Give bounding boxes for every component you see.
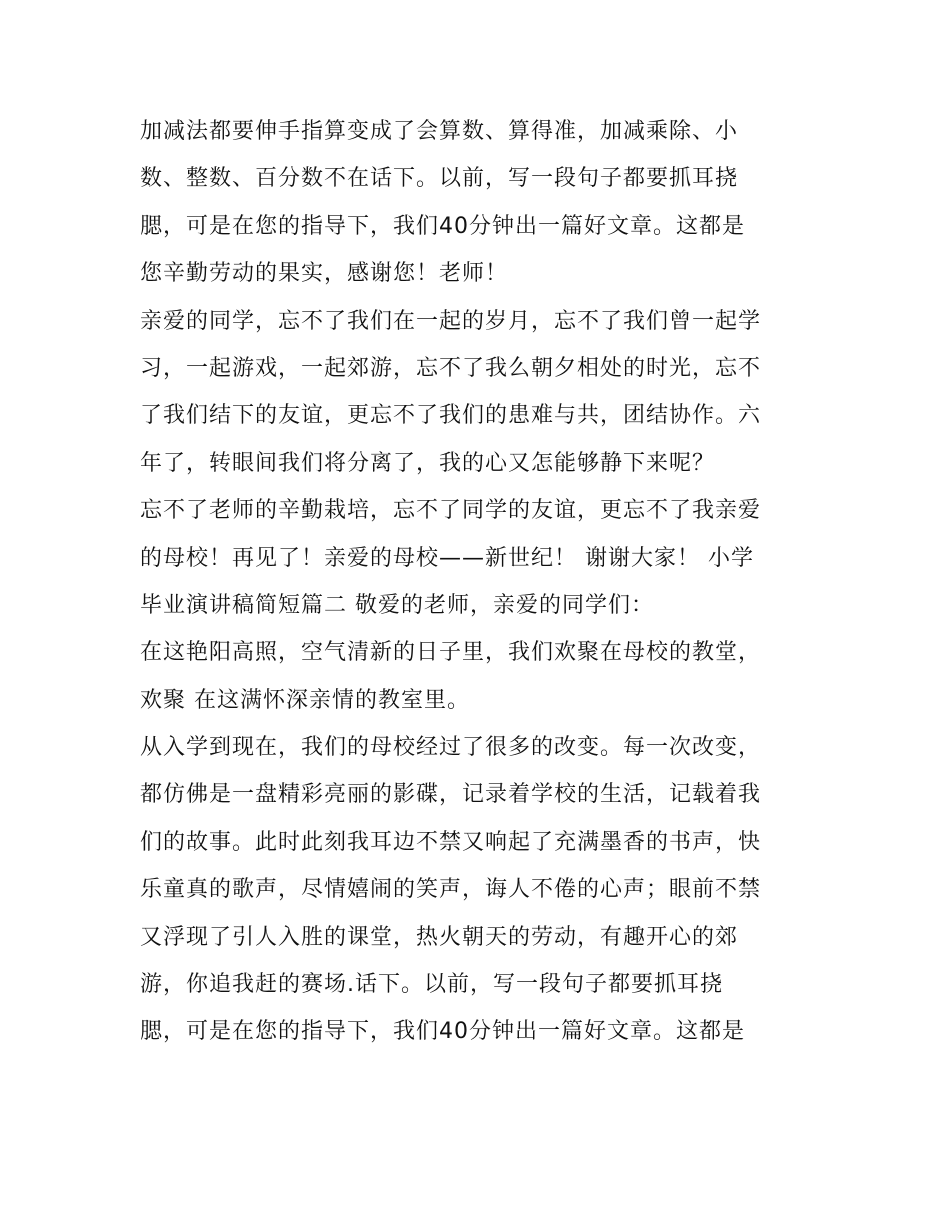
text-line: 亲爱的同学，忘不了我们在一起的岁月，忘不了我们曾一起学 bbox=[140, 308, 762, 334]
text-line: 了我们结下的友谊，更忘不了我们的患难与共，团结协作。六 bbox=[140, 403, 762, 429]
text-line: 从入学到现在，我们的母校经过了很多的改变。每一次改变， bbox=[140, 735, 762, 761]
text-line: 数、整数、百分数不在话下。以前，写一段句子都要抓耳挠 bbox=[140, 166, 739, 192]
text-line: 乐童真的歌声，尽情嬉闹的笑声，诲人不倦的心声；眼前不禁 bbox=[140, 877, 762, 903]
text-line: 习，一起游戏，一起郊游，忘不了我么朝夕相处的时光，忘不 bbox=[140, 355, 762, 381]
text-line: 都仿佛是一盘精彩亮丽的影碟，记录着学校的生活，记载着我 bbox=[140, 782, 762, 808]
text-line: 们的故事。此时此刻我耳边不禁又响起了充满墨香的书声，快 bbox=[140, 829, 762, 855]
text-line: 您辛勤劳动的果实，感谢您！老师！ bbox=[140, 261, 509, 287]
text-line: 游，你追我赶的赛场.话下。以前，写一段句子都要抓耳挠 bbox=[140, 972, 723, 998]
text-line: 又浮现了引人入胜的课堂，热火朝天的劳动，有趣开心的郊 bbox=[140, 924, 739, 950]
text-line: 腮，可是在您的指导下，我们40分钟出一篇好文章。这都是 bbox=[140, 213, 745, 239]
text-line: 毕业演讲稿简短篇二 敬爱的老师，亲爱的同学们： bbox=[140, 592, 654, 618]
text-line: 年了，转眼间我们将分离了，我的心又怎能够静下来呢？ bbox=[140, 450, 716, 476]
text-line: 忘不了老师的辛勤栽培，忘不了同学的友谊，更忘不了我亲爱 bbox=[140, 498, 762, 524]
text-line: 加减法都要伸手指算变成了会算数、算得准，加减乘除、小 bbox=[140, 119, 739, 144]
text-line: 的母校！再见了！亲爱的母校——新世纪！ 谢谢大家！ 小学 bbox=[140, 545, 754, 571]
text-line: 在这艳阳高照，空气清新的日子里，我们欢聚在母校的教堂， bbox=[140, 640, 762, 666]
text-line: 欢聚 在这满怀深亲情的教室里。 bbox=[140, 687, 470, 713]
document-body bbox=[140, 108, 820, 1056]
text-line: 腮，可是在您的指导下，我们40分钟出一篇好文章。这都是 bbox=[140, 1019, 745, 1045]
